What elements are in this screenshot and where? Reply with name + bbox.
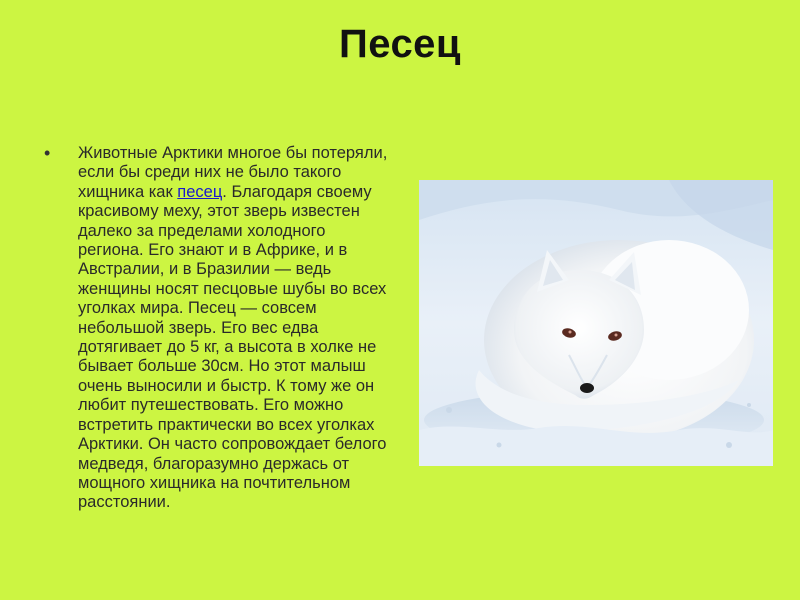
slide-title: Песец	[338, 22, 462, 66]
arctic-fox-image	[419, 180, 773, 466]
body-text	[78, 144, 394, 513]
body-text-rest: . Благодаря своему красивому меху, этот зверь известен далеко за пределами холодного региона. Его знают и в Африке, и в Австралии, и в Бразилии — ведь женщины носят песцовые шубы во всех уголках мира. Песец — совсем небольшой зверь. Его вес едва дотягивает до 5 кг, а высота в холке не бывает больше 30см. Но этот малыш очень выносили и быстр. К тому же он любит путешествовать. Его можно встретить практически во всех уголках Арктики. Он часто сопровождает белого медведя, благоразумно держась от мощного хищника на почтительном расстоянии.	[78, 182, 387, 512]
body-text-start: Животные Арктики многое бы потеряли, если бы среди них не было такого хищника как	[78, 144, 388, 201]
arctic-fox-link[interactable]: песец	[177, 182, 223, 201]
arctic-fox-photo	[419, 180, 773, 466]
bullet-marker: •	[44, 143, 51, 163]
bullet-paragraph	[44, 144, 394, 513]
